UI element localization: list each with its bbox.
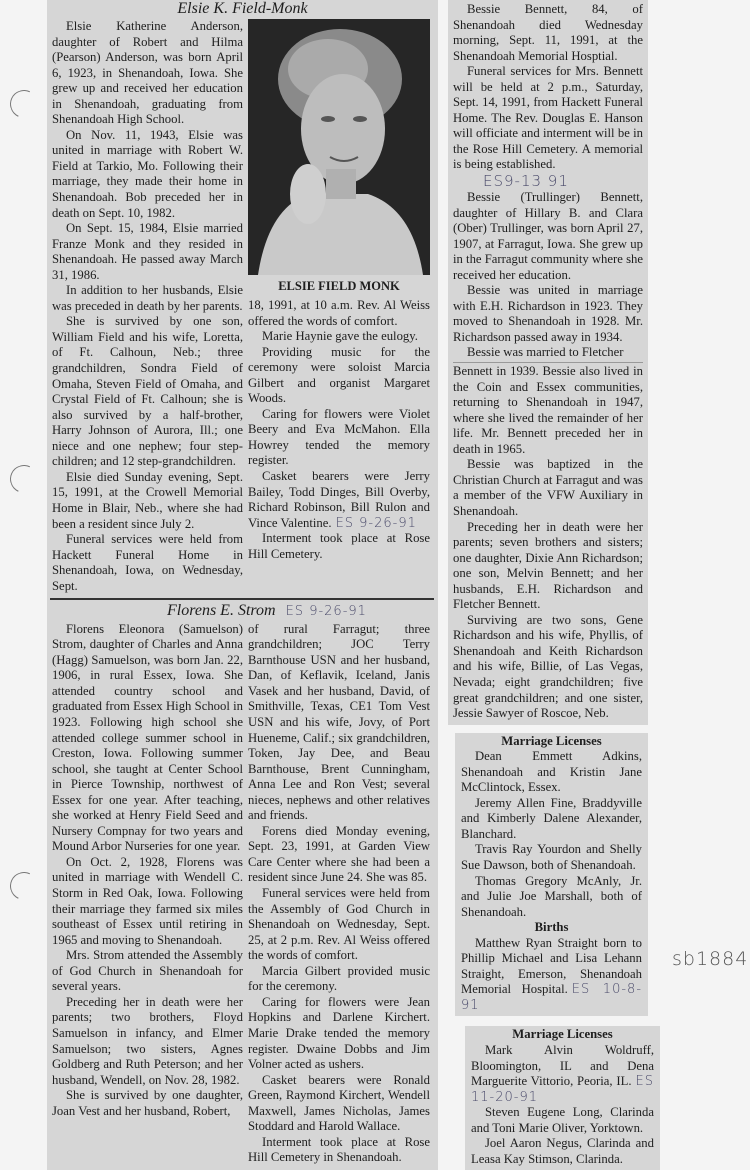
paragraph-text: Elsie died Sunday evening, Sept. 15, 1991, at the Crowell Memorial Home in Blair, Neb., where she had been a resident since July 2. [52,469,243,531]
paragraph [248,345,430,407]
paragraph-text: Funeral services for Mrs. Bennett will be held at 2 p.m., Saturday, Sept. 14, 1991, from Hackett Funeral Home. The Rev. Douglas E. Hanson will officiate and interment will be in the Rose Hill Cemetery. A memorial is being established. [453,64,643,172]
paragraph-text: Marie Haynie gave the eulogy. [262,329,418,344]
clipping-main [47,0,438,1170]
bessie-part-1 [453,2,643,173]
handwritten-date-note: ES 11-20-91 [471,1074,654,1105]
bessie-part-2 [453,190,643,361]
paragraph-text: Florens Eleonora (Samuelson) Strom, daughter of Charles and Anna (Hagg) Samuelson, was born Jan. 22, 1906, in rural Essex, Iowa. She attended country school and graduated from Essex High School in 1923. Following high school she attended college summer school in Creston, Iowa. Following summer school, she taught at Center School in Pierce Township, northwest of Essex for one year. After teaching, she worked at Henry Field Seed and Nursery Compnay for two years and Mound Arbor Nurseries for one year. [52,621,243,854]
paragraph-text: Bessie was baptized in the Christian Church at Farragut and was a member of the VFW Auxiliary in Shenandoah. [453,457,643,518]
births-list [461,936,642,1014]
paragraph [248,622,430,824]
paragraph [52,314,243,469]
paragraph [471,1105,654,1136]
elsie-column-2 [248,298,430,562]
paragraph-text: Matthew Ryan Straight born to Phillip Michael and Lisa Lehann Straight, Emerson, Shenandoah Memorial Hospital. [461,935,642,997]
paragraph-text: She is survived by one daughter, Joan Vest and her husband, Robert, [52,1088,243,1118]
marriage-licenses-box-2 [465,1026,660,1170]
paragraph [453,345,643,361]
paragraph-text: Surviving are two sons, Gene Richardson and his wife, Phyllis, of Shenandoah and Keith Richardson and his wife, Billie, of Las Vegas, Nevada; eight grandchildren; five great grandchildren; and one sister, Jessie Sawyer of Roscoe, Neb. [453,612,643,721]
paragraph-text: 18, 1991, at 10 a.m. Rev. Al Weiss offered the words of comfort. [248,298,430,328]
paragraph-text: Joel Aaron Negus, Clarinda and Leasa Kay Stimson, Clarinda. [471,1136,654,1166]
section-heading: Births [534,920,569,935]
paragraph-text: Marcia Gilbert provided music for the ceremony. [248,963,430,994]
paragraph-text: On Nov. 11, 1943, Elsie was united in marriage with Robert W. Field at Tarkio, Mo. Following their marriage, they made their home in Shenandoah. Bob preceded her in death on Sept. 10, 1982. [52,127,243,220]
paragraph-text: Dean Emmett Adkins, Shenandoah and Kristin Jane McClintock, Essex. [461,749,642,795]
paragraph [248,1135,430,1166]
paragraph-text: Jeremy Allen Fine, Braddyville and Kimberly Dalene Alexander, Blanchard. [461,795,642,841]
paragraph [52,283,243,314]
paragraph [248,531,430,562]
florens-column-2 [248,622,430,1166]
paragraph-text: Providing music for the ceremony were soloist Marcia Gilbert and organist Margaret Woods. [248,344,430,406]
paragraph [453,2,643,64]
clipping-edge [453,362,643,363]
paragraph [453,190,643,283]
paragraph [453,613,643,722]
paragraph-text: Casket bearers were Ronald Green, Raymond Kirchert, Wendell Maxwell, James Nicholas, James Stoddard and Harold Wallace. [248,1072,430,1134]
paragraph [248,964,430,995]
license-list [461,749,642,920]
handwritten-date-note: ES 9-26-91 [335,515,417,531]
obituary-title-florens [47,602,438,622]
paragraph-text: On Sept. 15, 1984, Elsie married Franze Monk and they resided in Shenandoah. He passed away March 31, 1986. [52,221,243,282]
paragraph [52,995,243,1088]
paragraph [248,329,430,345]
obituary-title-elsie: Elsie K. Field-Monk [177,0,308,17]
paragraph [453,364,643,457]
paragraph [461,874,642,921]
paragraph-text: Preceding her in death were her parents; seven brothers and sisters; one daughter, Dixie Ann Richardson; one son, Melvin Bennett; and her husbands, E.H. Richardson and Fletcher Bennett. [453,519,643,612]
paragraph [52,1088,243,1119]
paragraph [471,1043,654,1105]
paragraph-text: Steven Eugene Long, Clarinda and Toni Marie Oliver, Yorktown. [471,1105,654,1135]
license-list [471,1043,654,1167]
paragraph-text: Bessie was married to Fletcher [467,345,624,360]
florens-row [47,622,438,1166]
paragraph [461,936,642,1014]
paragraph [453,520,643,613]
paragraph [52,622,243,855]
paragraph [461,796,642,843]
paragraph-text: Preceding her in death were her parents; two brothers, Floyd Samuelson in infancy, and Elmer Samuelson; two sisters, Agnes Goldberg and Ruth Peterson; and her husband, Wendell, on Nov. 28, 1982. [52,994,243,1087]
paragraph-text: Bessie (Trullinger) Bennett, daughter of Hillary B. and Clara (Ober) Trullinger, was born April 27, 1907, at Farragut, Iowa. She grew up in the Farragut community where she received her education. [453,190,643,282]
paragraph-text: Funeral services were held from the Assembly of God Church in Shenandoah on Wednesday, Sept. 25, at 2 p.m. Rev. Al Weiss offered the words of comfort. [248,886,430,963]
handwritten-date-note: ES 10-8-91 [461,982,643,1013]
photo-caption: ELSIE FIELD MONK [278,279,400,293]
paragraph-text: Caring for flowers were Jean Hopkins and Darlene Kirchert. Marie Drake tended the memory register. Dwaine Dobbs and Jim Volner acted as ushers. [248,994,430,1072]
handwritten-date-note: ES 9-26-91 [285,603,367,619]
florens-title: Florens E. Strom [167,601,276,619]
paragraph-text: Mark Alvin Woldruff, Bloomington, IL and Dena Marguerite Vittorio, Peoria, IL. [471,1043,654,1089]
paragraph [52,128,243,221]
paragraph [471,1136,654,1167]
paragraph-text: Bessie Bennett, 84, of Shenandoah died Wednesday morning, Sept. 11, 1991, at the Shenandoah Memorial Hosptial. [453,2,643,63]
paragraph-text: In addition to her husbands, Elsie was preceded in death by her parents. [52,283,243,313]
paragraph-text: On Oct. 2, 1928, Florens was united in marriage with Wendell C. Storm in Red Oak, Iowa. Following their marriage they farmed six miles southeast of Essex until retiring in 1965 and moving to Shenandoah. [52,854,243,947]
florens-column-1 [52,622,243,1120]
section-heading: Marriage Licenses [512,1027,613,1042]
paragraph [52,948,243,995]
paragraph-text: Mrs. Strom attended the Assembly of God Church in Shenandoah for several years. [52,948,243,994]
paragraph [52,221,243,283]
marriage-licenses-box-1 [455,733,648,1017]
handwritten-date-note: ES9-13 91 [483,172,569,191]
elsie-column-2-wrap [248,19,430,562]
elsie-column-1 [52,19,243,594]
elsie-row [47,19,438,594]
paragraph-text: Casket bearers were Jerry Bailey, Todd Dinges, Bill Overby, Richard Robinson, Bill Rulon and Vince Valentine. [248,469,430,530]
paragraph [453,457,643,519]
paragraph-text: Thomas Gregory McAnly, Jr. and Julie Joe Marshall, both of Shenandoah. [461,873,642,919]
paragraph [453,283,643,345]
section-heading: Marriage Licenses [501,733,602,748]
paragraph-text: Funeral services were held from Hackett Funeral Home in Shenandoah, Iowa, on Wednesday, Sept. [52,532,243,593]
paragraph-text: Caring for flowers were Violet Beery and Eva McMahon. Ella Howrey tended the memory register. [248,406,430,468]
paragraph-text: Bessie was united in marriage with E.H. Richardson in 1923. They moved to Shenandoah in 1928. Mr. Richardson passed away in 1934. [453,283,643,344]
paragraph-text: Forens died Monday evening, Sept. 23, 1991, at Garden View Care Center where she had been a resident since June 24. She was 85. [248,823,430,885]
paragraph-text: Interment took place at Rose Hill Cemetery. [248,531,430,561]
paragraph-text: She is survived by one son, William Field and his wife, Loretta, of Ft. Calhoun, Neb.; three grandchildren, Sondra Field of Omaha, Steven Field of Omaha, and Crystal Field of Ft. Calhoun; she is also survived by a half-brother, Harry Johnson of Aurora, Ill.; one niece and one nephew; four step-children; and 12 step-grandchildren. [52,314,243,469]
paragraph [52,470,243,532]
bessie-part-3 [453,364,643,722]
right-column [448,0,663,1170]
paragraph-text: Elsie Katherine Anderson, daughter of Robert and Hilma (Pearson) Anderson, was born April 6, 1923, in Shenandoah, Iowa. She grew up and received her education in Shenandoah, graduating from Shenandoah High School. [52,19,243,127]
paragraph-text: Interment took place at Rose Hill Cemetery in Shenandoah. [248,1134,430,1165]
paragraph [52,532,243,594]
paragraph-text: of rural Farragut; three grandchildren; JOC Terry Barnthouse USN and her husband, Dan, of Keflavik, Iceland, Janis Vasek and her husband, David, of Smithville, Texas, CE1 Tom Vest USN and his wife, Jovy, of Port Hueneme, Calif.; six grandchildren, Token, Jay Dee, and Beau Barnthouse, Brent Cunningham, Anna Lee and Ron Vest; several nieces, nephews and other relatives and friends. [248,621,430,823]
paragraph [248,824,430,886]
paragraph [52,855,243,948]
paragraph [52,19,243,128]
archive-mark: sb1884 [672,948,749,970]
paragraph-text: Bennett in 1939. Bessie also lived in the Coin and Essex communities, returning to Shenandoah in 1947, where she lived the remainder of her life. Mr. Bennett preceded her in death in 1965. [453,364,643,456]
clipping-bessie [448,0,648,725]
paragraph-text: Travis Ray Yourdon and Shelly Sue Dawson, both of Shenandoah. [461,842,642,872]
paragraph [248,995,430,1073]
paragraph [248,469,430,531]
paragraph [248,886,430,964]
paragraph [461,842,642,873]
paragraph [461,749,642,796]
paragraph [248,1073,430,1135]
paragraph [248,298,430,329]
elsie-photo [248,19,430,275]
paragraph [453,64,643,173]
paragraph [248,407,430,469]
section-divider [50,598,434,600]
